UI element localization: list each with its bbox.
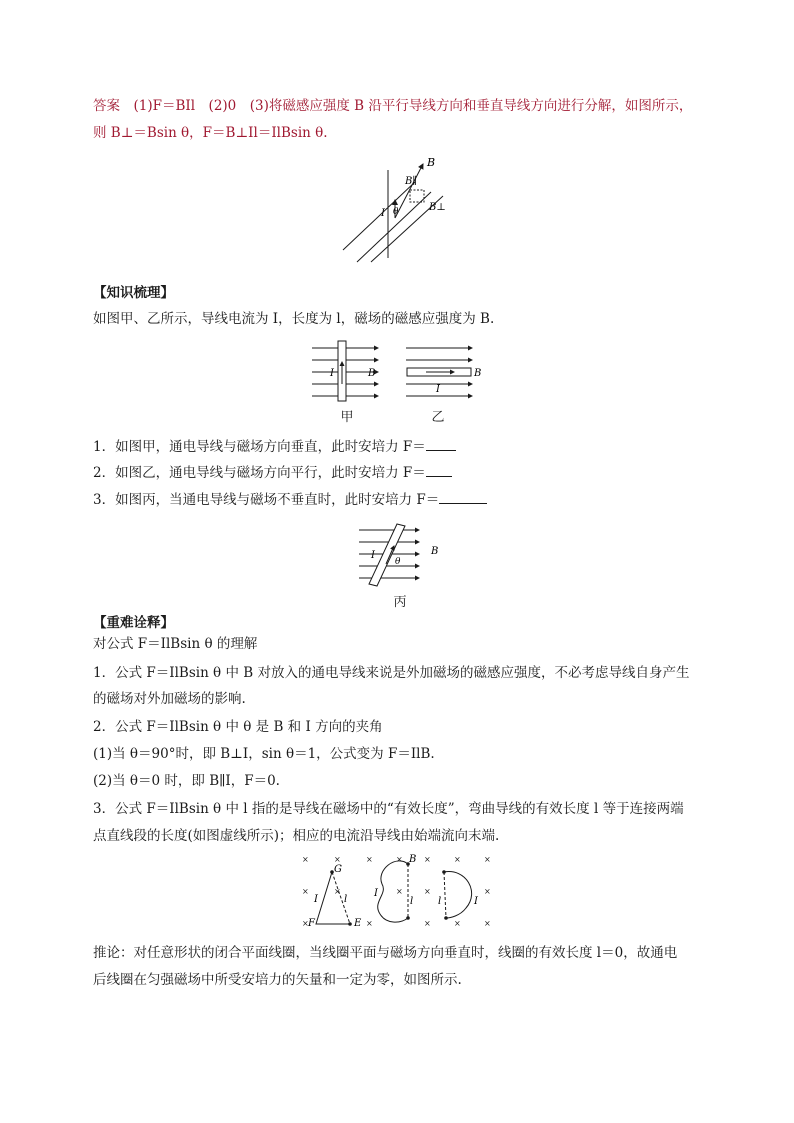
- decomposition-figure: [335, 150, 455, 265]
- loop-label-l3: l: [438, 896, 442, 907]
- loop-label-G: G: [334, 864, 342, 875]
- knowledge-item-2: 2．如图乙，通电导线与磁场方向平行，此时安培力 F＝: [93, 463, 452, 482]
- svg-text:×: ×: [424, 887, 431, 896]
- loop-label-E: E: [354, 918, 362, 929]
- svg-text:×: ×: [334, 887, 341, 896]
- fig-jia-B: B: [368, 368, 376, 379]
- label-B-perp: B⊥: [429, 202, 446, 213]
- fig-yi-caption: 乙: [431, 410, 445, 425]
- figure-bing: [355, 522, 455, 587]
- svg-text:×: ×: [302, 855, 309, 864]
- inference-b: 后线圈在匀强磁场中所受安培力的矢量和一定为零，如图所示.: [93, 972, 462, 988]
- svg-text:×: ×: [484, 887, 491, 896]
- inference-a: 推论：对任意形状的闭合平面线圈，当线圈平面与磁场方向垂直时，线圈的有效长度 l＝0，故通电: [93, 945, 678, 961]
- figure-yi: [404, 340, 489, 402]
- difficult-p3b: 点直线段的长度(如图虚线所示)；相应的电流沿导线由始端流向末端.: [93, 828, 500, 844]
- knowledge-item-3: 3．如图丙，当通电导线与磁场不垂直时，此时安培力 F＝: [93, 490, 487, 509]
- knowledge-item-1: 1．如图甲，通电导线与磁场方向垂直，此时安培力 F＝: [93, 437, 456, 456]
- svg-text:×: ×: [366, 919, 373, 928]
- answer-line-1: 答案 (1)F＝BIl (2)0 (3)将磁感应强度 B 沿平行导线方向和垂直导线方向进行分解，如图所示，: [93, 98, 693, 114]
- difficult-sub: 对公式 F＝IlBsin θ 的理解: [93, 636, 258, 652]
- fig-bing-theta: θ: [395, 557, 401, 567]
- loop-label-I1: I: [314, 894, 318, 905]
- loop-label-l2: l: [410, 896, 414, 907]
- loop-label-F: F: [308, 918, 315, 929]
- svg-text:×: ×: [396, 887, 403, 896]
- label-B-parallel: B∥: [405, 176, 417, 187]
- blank-1[interactable]: [426, 437, 456, 451]
- fig-yi-B: B: [474, 368, 482, 379]
- svg-text:×: ×: [484, 855, 491, 864]
- blank-2[interactable]: [426, 463, 452, 477]
- fig-bing-I: I: [371, 550, 375, 561]
- label-theta: θ: [393, 207, 399, 217]
- difficult-p2a: (1)当 θ＝90°时，即 B⊥I，sin θ＝1，公式变为 F＝IlB.: [93, 746, 435, 762]
- label-B: B: [427, 156, 436, 169]
- difficult-p2b: (2)当 θ＝0 时，即 B∥I，F＝0.: [93, 773, 280, 789]
- answer-line-2: 则 B⊥＝Bsin θ，F＝B⊥Il＝IlBsin θ.: [93, 125, 328, 141]
- fig-bing-B: B: [431, 546, 439, 557]
- figure-jia: [310, 340, 385, 402]
- knowledge-heading: 【知识梳理】: [93, 285, 174, 301]
- difficult-p1b: 的磁场对外加磁场的影响.: [93, 691, 246, 707]
- difficult-p3a: 3．公式 F＝IlBsin θ 中 l 指的是导线在磁场中的“有效长度”，弯曲导线的有效长度 l 等于连接两端: [93, 801, 684, 817]
- knowledge-intro: 如图甲、乙所示，导线电流为 I，长度为 l，磁场的磁感应强度为 B.: [93, 311, 495, 327]
- svg-text:×: ×: [396, 855, 403, 864]
- svg-text:×: ×: [334, 855, 341, 864]
- difficult-p1a: 1．公式 F＝IlBsin θ 中 B 对放入的通电导线来说是外加磁场的磁感应强度，不必考虑导线自身产生: [93, 665, 690, 681]
- svg-text:×: ×: [454, 855, 461, 864]
- svg-text:×: ×: [302, 919, 309, 928]
- svg-text:×: ×: [302, 887, 309, 896]
- loop-label-I3: I: [474, 896, 478, 907]
- blank-3[interactable]: [439, 490, 487, 504]
- fig-yi-I: I: [436, 384, 440, 395]
- difficult-p2: 2．公式 F＝IlBsin θ 中 θ 是 B 和 I 方向的夹角: [93, 719, 383, 735]
- svg-text:×: ×: [366, 855, 373, 864]
- svg-text:×: ×: [424, 855, 431, 864]
- difficult-heading: 【重难诠释】: [93, 615, 174, 631]
- fig-jia-I: I: [330, 368, 334, 379]
- loop-label-B: B: [409, 854, 417, 865]
- svg-text:×: ×: [484, 919, 491, 928]
- svg-text:×: ×: [454, 919, 461, 928]
- fig-bing-caption: 丙: [393, 595, 407, 610]
- label-I: I: [381, 208, 385, 219]
- svg-text:×: ×: [424, 919, 431, 928]
- loop-label-I2: I: [374, 888, 378, 899]
- loops-figure: [296, 852, 496, 932]
- loop-label-l1: l: [344, 894, 348, 905]
- fig-jia-caption: 甲: [340, 410, 354, 425]
